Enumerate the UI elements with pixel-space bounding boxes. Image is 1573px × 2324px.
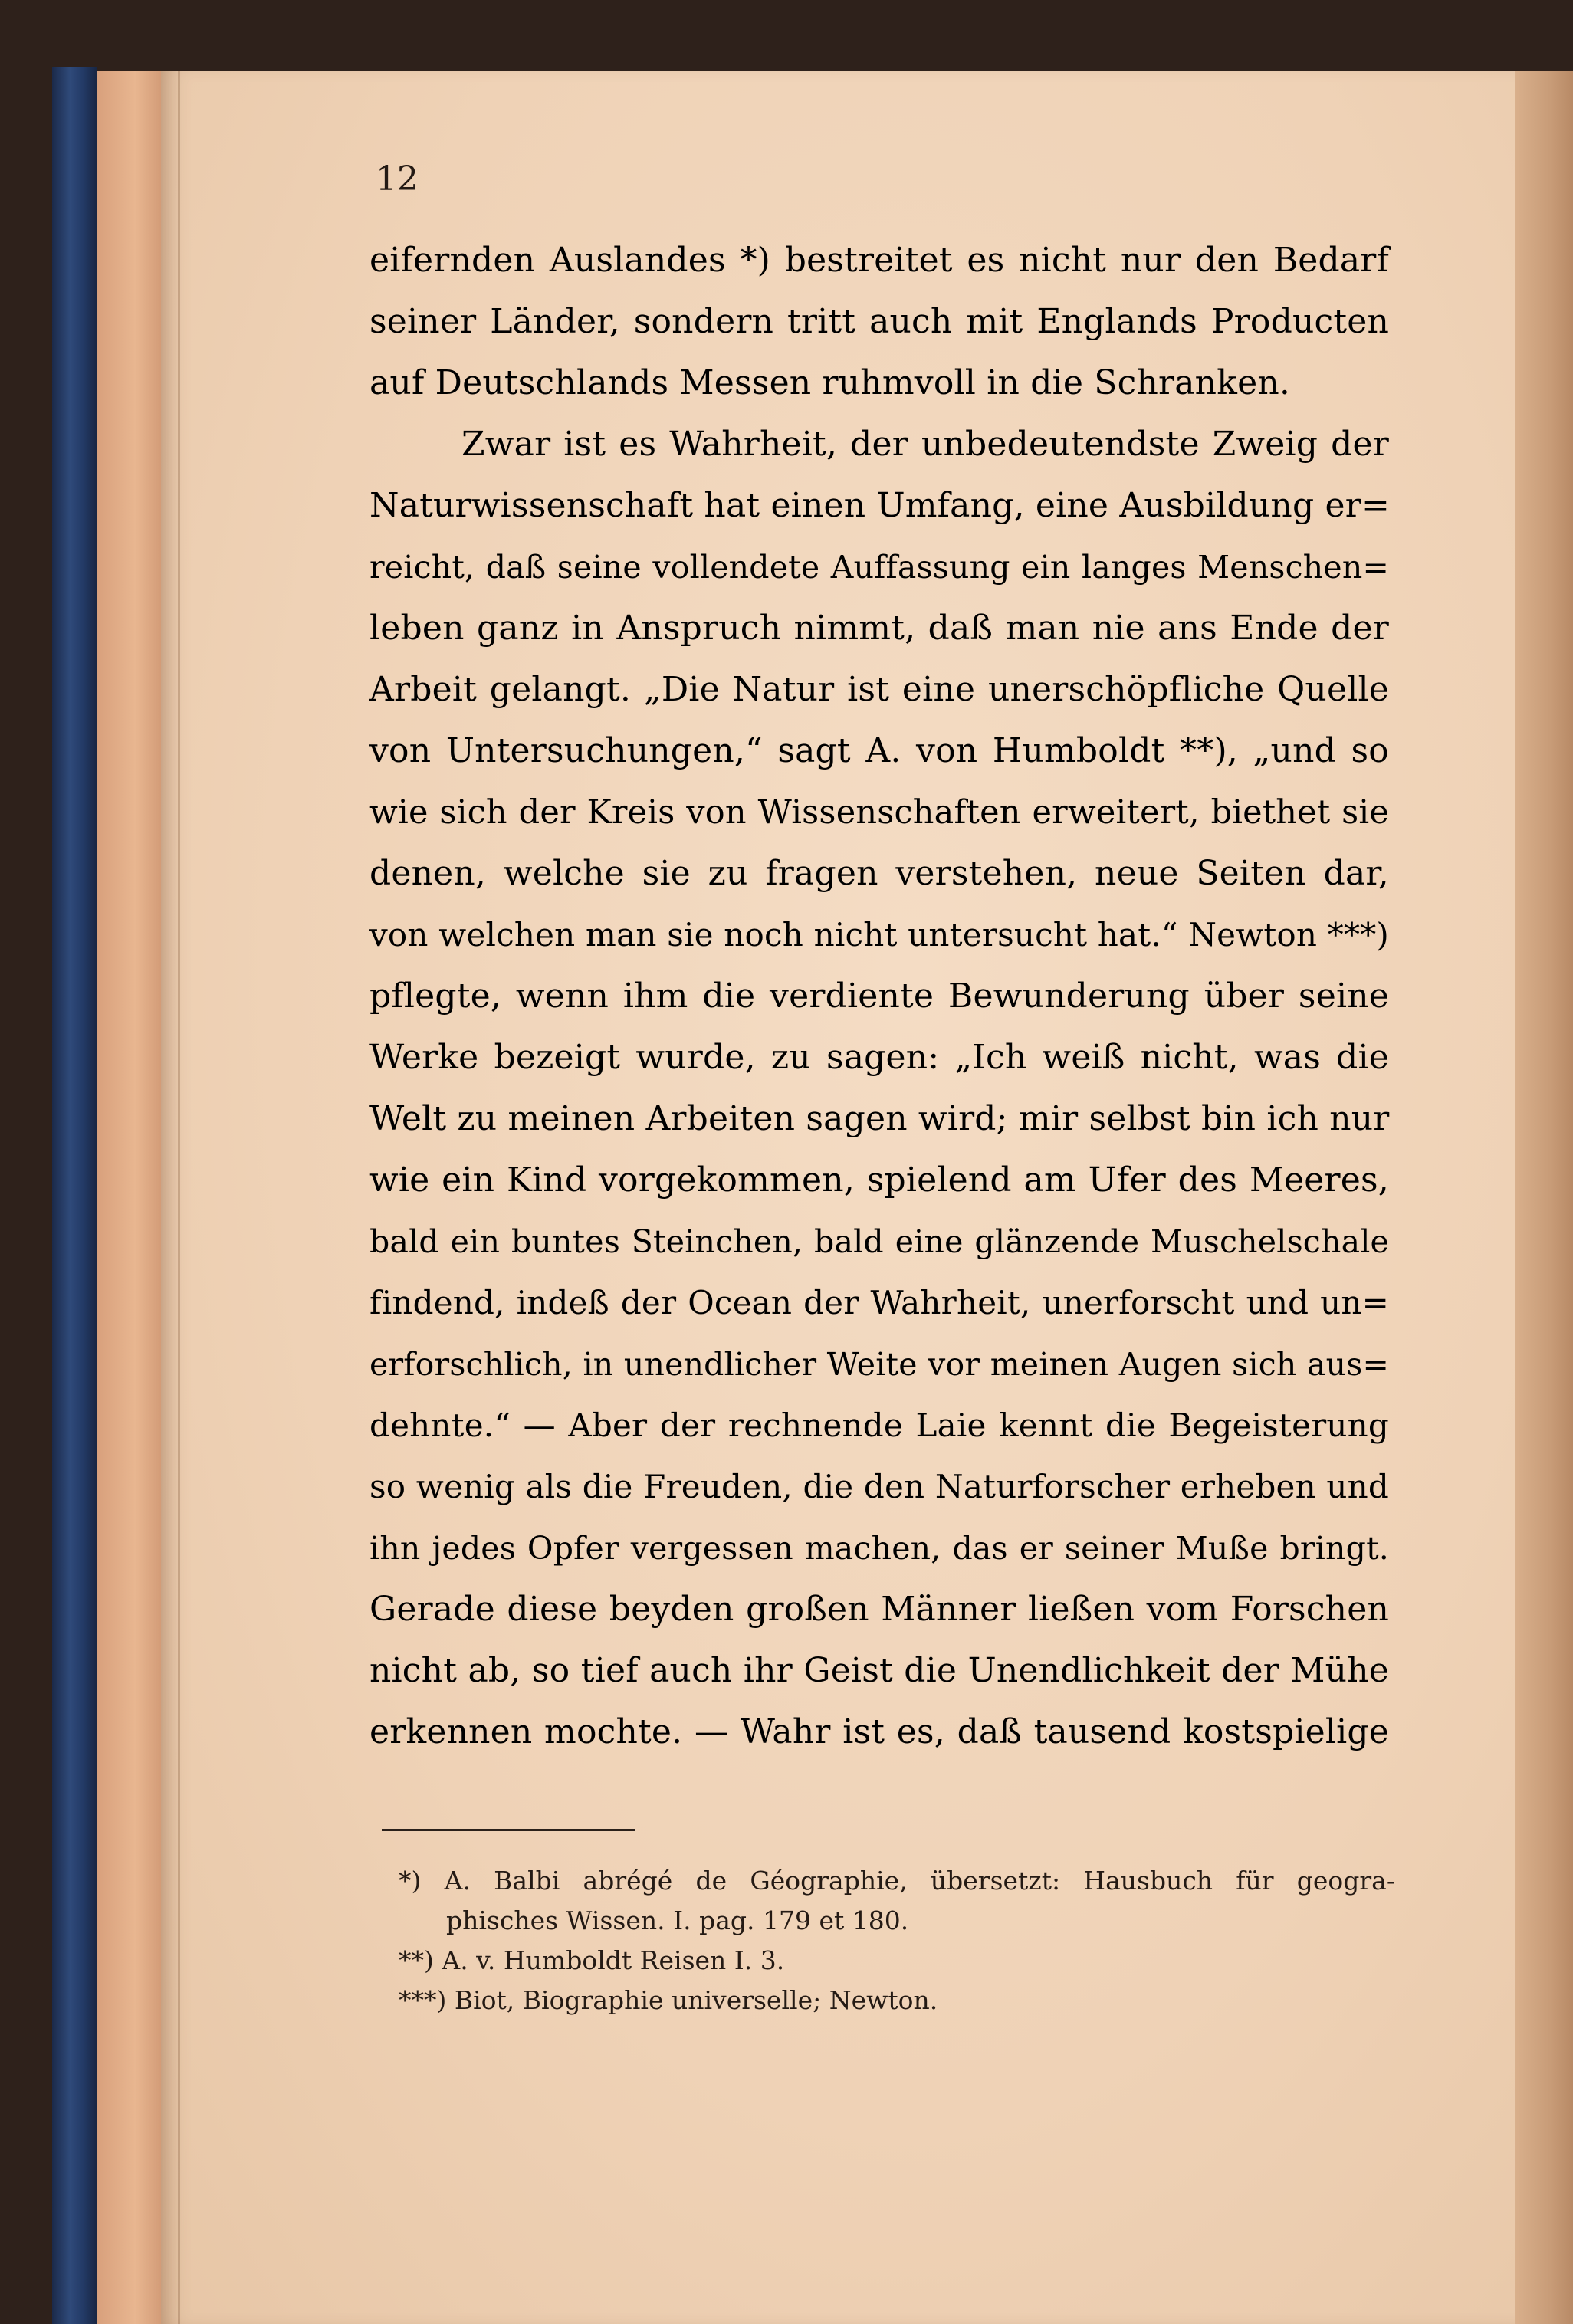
body-line: so wenig als die Freuden, die den Naturforscher erheben und <box>369 1468 1389 1505</box>
footnote-3 <box>399 1981 1395 2020</box>
gutter-crease <box>178 71 180 2324</box>
body-line: eifernden Auslandes *) bestreitet es nicht nur den Bedarf <box>369 241 1389 280</box>
body-line: Werke bezeigt wurde, zu sagen: „Ich weiß nicht, was die <box>369 1038 1389 1077</box>
body-line: ihn jedes Opfer vergessen machen, das er seiner Muße bringt. <box>369 1530 1389 1567</box>
footnote-1 <box>399 1861 1395 1901</box>
body-line: denen, welche sie zu fragen verstehen, neue Seiten dar, <box>369 854 1389 893</box>
body-line: nicht ab, so tief auch ihr Geist die Unendlichkeit der Mühe <box>369 1651 1389 1690</box>
body-line: Zwar ist es Wahrheit, der unbedeutendste Zweig der <box>461 425 1389 464</box>
footnote-divider <box>382 1829 635 1831</box>
footnote-mark: ***) <box>399 1985 447 2015</box>
body-line: bald ein buntes Steinchen, bald eine glänzende Muschelschale <box>369 1223 1389 1260</box>
body-line: findend, indeß der Ocean der Wahrheit, unerforscht und un= <box>369 1284 1389 1321</box>
body-line: von welchen man sie noch nicht untersucht hat.“ Newton ***) <box>369 916 1389 954</box>
footnote-text: Biot, Biographie universelle; Newton. <box>454 1985 938 2015</box>
page-fore-edge <box>1515 71 1573 2324</box>
body-line: leben ganz in Anspruch nimmt, daß man nie ans Ende der <box>369 609 1389 648</box>
body-line: erforschlich, in unendlicher Weite vor meinen Augen sich aus= <box>369 1346 1389 1383</box>
body-line: Gerade diese beyden großen Männer ließen vom Forschen <box>369 1590 1389 1629</box>
body-line: reicht, daß seine vollendete Auffassung ein langes Menschen= <box>369 549 1389 586</box>
body-line: erkennen mochte. — Wahr ist es, daß tausend kostspielige <box>369 1712 1389 1751</box>
body-line: wie ein Kind vorgekommen, spielend am Ufer des Meeres, <box>369 1160 1389 1200</box>
footnote-mark: **) <box>399 1945 434 1975</box>
footnote-text: A. Balbi abrégé de Géographie, übersetzt: Hausbuch für geogra- <box>444 1866 1395 1896</box>
body-line: Welt zu meinen Arbeiten sagen wird; mir selbst bin ich nur <box>369 1099 1390 1138</box>
body-line: wie sich der Kreis von Wissenschaften erweitert, biethet sie <box>369 793 1389 832</box>
footnote-1-continuation: phisches Wissen. I. pag. 179 et 180. <box>446 1905 909 1935</box>
endpaper-strip <box>97 71 161 2324</box>
body-line: Arbeit gelangt. „Die Natur ist eine unerschöpfliche Quelle <box>369 670 1389 709</box>
body-line: von Untersuchungen,“ sagt A. von Humboldt **), „und so <box>369 731 1389 770</box>
body-line: Naturwissenschaft hat einen Umfang, eine Ausbildung er= <box>369 486 1391 525</box>
page-number: 12 <box>376 159 419 199</box>
body-line: pflegte, wenn ihm die verdiente Bewunderung über seine <box>369 977 1389 1016</box>
body-line: auf Deutschlands Messen ruhmvoll in die Schranken. <box>369 363 1291 402</box>
body-line: seiner Länder, sondern tritt auch mit Englands Producten <box>369 302 1389 341</box>
book-spine-cover <box>52 67 97 2324</box>
footnote-mark: *) <box>399 1866 422 1896</box>
footnote-text: A. v. Humboldt Reisen I. 3. <box>442 1945 785 1975</box>
body-line: dehnte.“ — Aber der rechnende Laie kennt die Begeisterung <box>369 1407 1389 1444</box>
footnote-2 <box>399 1941 1395 1981</box>
